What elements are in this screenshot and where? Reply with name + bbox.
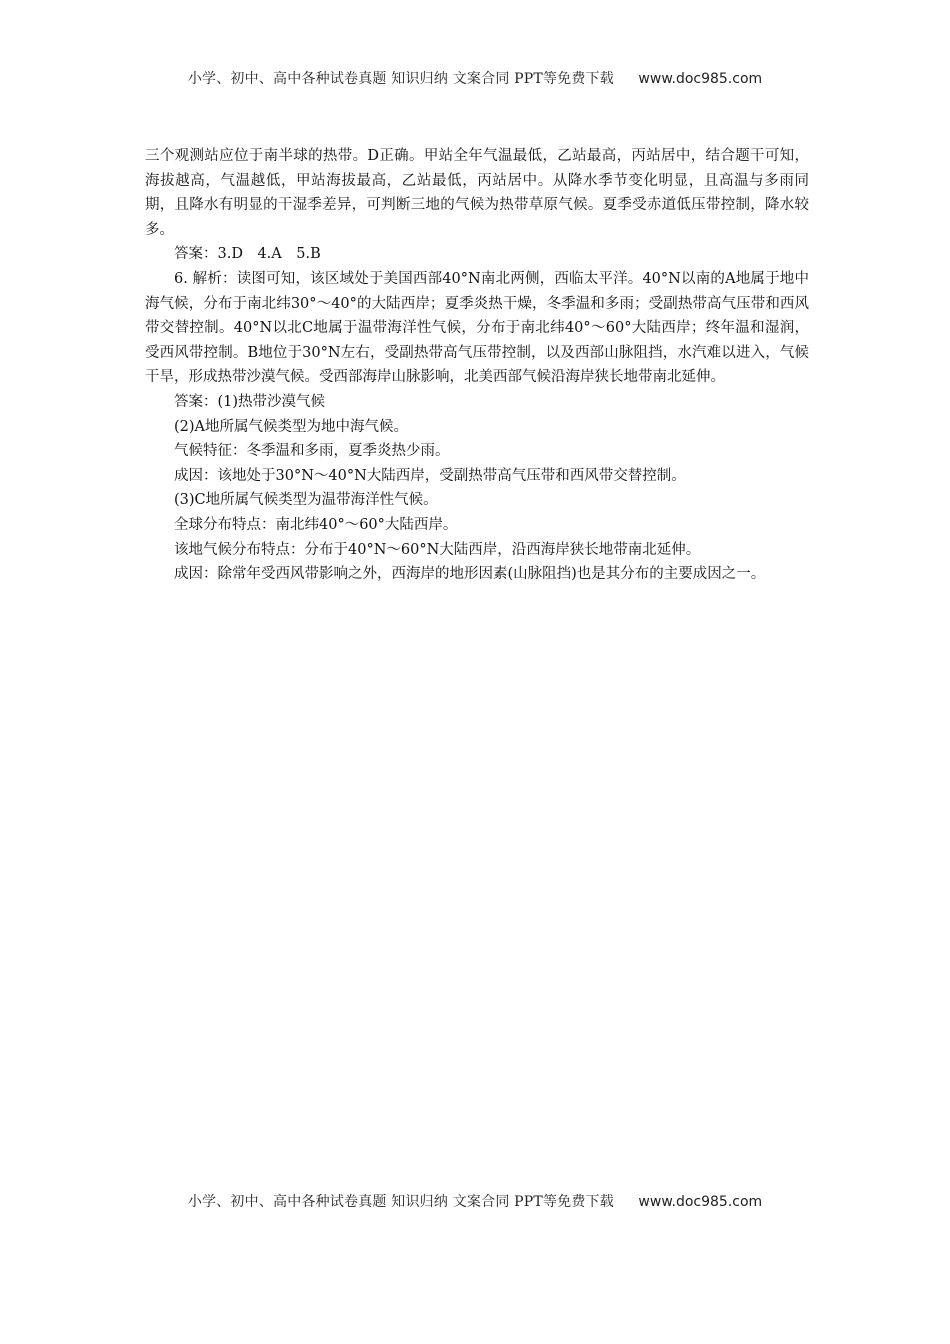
paragraph-local-distribution: 该地气候分布特点：分布于40°N～60°N大陆西岸，沿西海岸狭长地带南北延伸。: [174, 541, 701, 558]
paragraph-answer-1: 答案：(1)热带沙漠气候: [174, 393, 326, 410]
paragraph-climate-features: 气候特征：冬季温和多雨，夏季炎热少雨。: [174, 443, 450, 460]
paragraph-answer-2: (2)A地所属气候类型为地中海气候。: [174, 418, 409, 435]
footer-text: 小学、初中、高中各种试卷真题 知识归纳 文案合同 PPT等免费下载: [187, 1194, 614, 1210]
header-url[interactable]: www.doc985.com: [638, 71, 763, 87]
header-text: 小学、初中、高中各种试卷真题 知识归纳 文案合同 PPT等免费下载: [187, 71, 614, 87]
footer-url[interactable]: www.doc985.com: [638, 1194, 763, 1210]
paragraph-answer-3: (3)C地所属气候类型为温带海洋性气候。: [174, 492, 438, 509]
page-header: [0, 68, 950, 88]
paragraph-analysis-6: 6. 解析：读图可知，该区域处于美国西部40°N南北两侧，西临太平洋。40°N以南的A地属于地中海气候，分布于南北纬30°～40°的大陆西岸；夏季炎热干燥，冬季温和多雨；受副热带高气压带和西风带交替控制。40°N以北C地属于温带海洋性气候，分布于南北纬40°～60°大陆西岸；终年温和湿润，受西风带控制。B地位于30°N左右，受副热带高气压带控制，以及西部山脉阻挡，水汽难以进入，气候干旱，形成热带沙漠气候。受西部海岸山脉影响，北美西部气候沿海岸狭长地带南北延伸。: [145, 270, 809, 386]
paragraph-cause-c: 成因：除常年受西风带影响之外，西海岸的地形因素(山脉阻挡)也是其分布的主要成因之一。: [174, 566, 766, 583]
paragraph-answers-3-5: 答案：3.D 4.A 5.B: [174, 246, 321, 263]
paragraph-analysis-continued: 三个观测站应位于南半球的热带。D正确。甲站全年气温最低，乙站最高，丙站居中，结合题干可知，海拔越高，气温越低，甲站海拔最高，乙站最低，丙站居中。从降水季节变化明显，且高温与多雨同期，且降水有明显的干湿季差异，可判断三地的气候为热带草原气候。夏季受赤道低压带控制，降水较多。: [145, 148, 809, 238]
page-footer: [0, 1191, 950, 1211]
document-body: [145, 144, 809, 587]
paragraph-cause-a: 成因：该地处于30°N～40°N大陆西岸，受副热带高气压带和西风带交替控制。: [174, 467, 686, 484]
paragraph-global-distribution: 全球分布特点：南北纬40°～60°大陆西岸。: [174, 516, 458, 533]
